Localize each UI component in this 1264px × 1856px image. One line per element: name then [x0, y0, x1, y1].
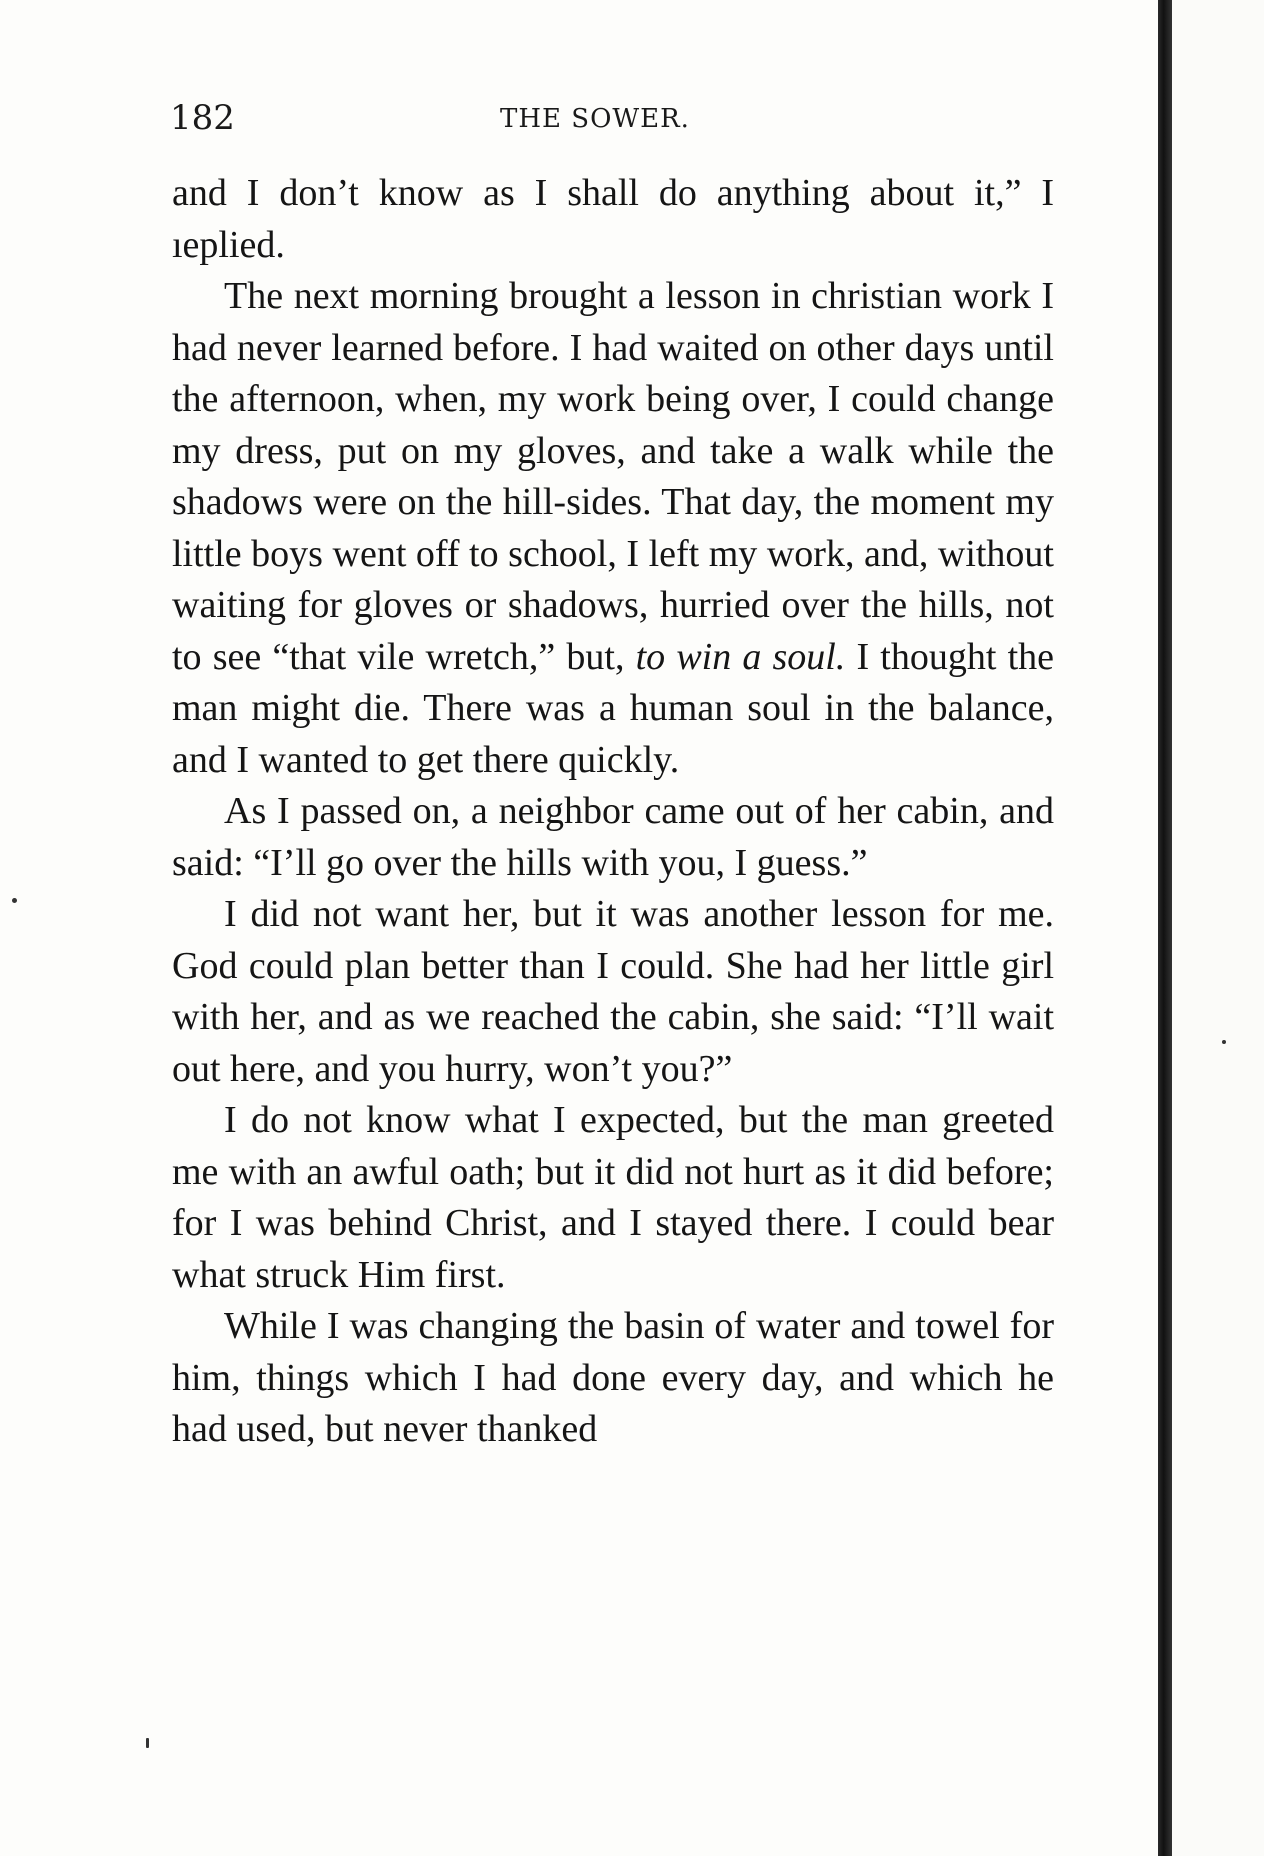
paragraph — [172, 1301, 1054, 1456]
paragraph-text: I thought the man might die. There was a human soul in the balance, and I wanted to get there quickly. — [172, 635, 1054, 781]
body-text — [172, 168, 1054, 1456]
page-number: 182 — [170, 98, 235, 138]
paragraph-text: I did not want her, but it was another lesson for me. God could plan better than I could. She had her little girl with her, and as we reached the cabin, she said: “I’ll wait out here, and you hurry, won’t you?” — [172, 893, 1054, 1090]
paragraph-text: I do not know what I expected, but the man greeted me with an awful oath; but it did not hurt as it did before; for I was behind Christ, and I stayed there. I could bear what struck Him first. — [172, 1099, 1054, 1296]
paragraph — [172, 889, 1054, 1095]
italic-text: to win a soul. — [635, 635, 846, 678]
print-speck — [1222, 1040, 1226, 1044]
page-header — [170, 98, 1050, 138]
paragraph — [172, 1095, 1054, 1301]
page-margin-right — [1172, 0, 1264, 1856]
print-speck — [12, 898, 17, 903]
print-speck — [146, 1738, 149, 1748]
paragraph-text: and I don’t know as I shall do anything about it,” I ıeplied. — [172, 172, 1054, 266]
paragraph-text: While I was changing the basin of water and towel for him, things which I had done every day, and which he had used, but never thanked — [172, 1305, 1054, 1450]
paragraph-text: As I passed on, a neighbor came out of her cabin, and said: “I’ll go over the hills with you, I guess.” — [172, 790, 1054, 884]
book-spine-shadow — [1158, 0, 1172, 1856]
paragraph-text: The next morning brought a lesson in christian work I had never learned before. I had waited on other days until the afternoon, when, my work being over, I could change my dress, put on my gloves, and take a walk while the shadows were on the hill-sides. That day, the moment my little boys went off to school, I left my work, and, without waiting for gloves or shadows, hurried over the hills, not to see “that vile wretch,” but, — [172, 275, 1054, 678]
paragraph — [172, 168, 1054, 271]
paragraph — [172, 786, 1054, 889]
paragraph — [172, 271, 1054, 786]
running-head: THE SOWER. — [500, 104, 690, 134]
